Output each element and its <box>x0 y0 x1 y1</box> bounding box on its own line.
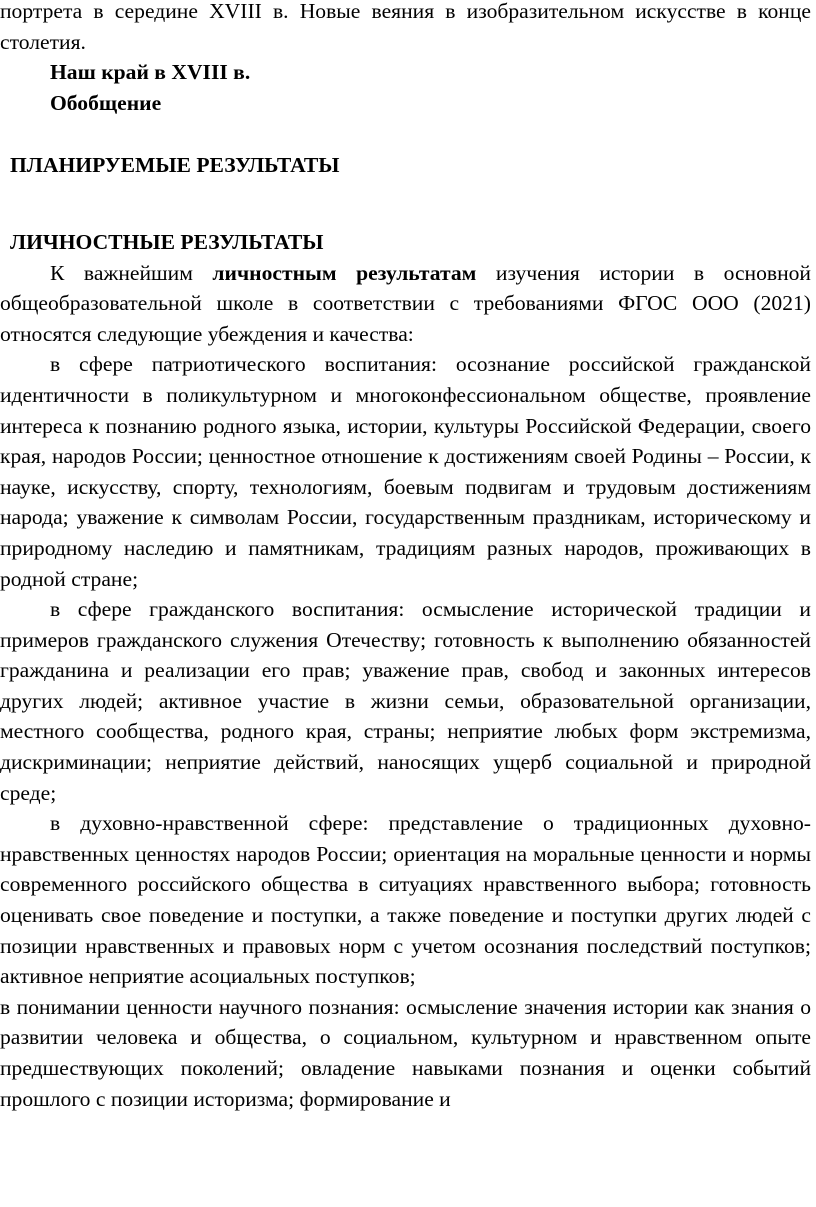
topic-heading-our-region: Наш край в XVIII в. <box>50 60 251 85</box>
section-heading-personal-results: ЛИЧНОСТНЫЕ РЕЗУЛЬТАТЫ <box>10 229 324 254</box>
intro-continuation: портрета в середине XVIII в. Новые веяния в изобразительном искусстве в конце столетия. <box>0 0 811 54</box>
section-heading-planned-results: ПЛАНИРУЕМЫЕ РЕЗУЛЬТАТЫ <box>10 153 340 178</box>
lead-text-after: изучения истории в основной общеобразовательной школе в соответствии с требованиями ФГОС ООО (2021) относятся следующие убеждения и качества: <box>0 260 811 346</box>
paragraph-patriotic: в сфере патриотического воспитания: осознание российской гражданской идентичности в поликультурном и многоконфессиональном обществе, проявление интереса к познанию родного языка, истории, культуры Российской Федерации, своего края, народов России; ценностное отношение к достижениям своей Родины – России, к науке, искусству, спорту, технологиям, боевым подвигам и трудовым достижениям народа; уважение к символам России, государственным праздникам, историческому и природному наследию и памятникам, традициям разных народов, проживающих в родной стране; <box>0 352 811 591</box>
paragraph-moral: в духовно-нравственной сфере: представление о традиционных духовно-нравственных ценностях народов России; ориентация на моральные ценности и нормы современного российского общества в ситуациях нравственного выбора; готовность оценивать свое поведение и поступки, а также поведение и поступки других людей с позиции нравственных и правовых норм с учетом осознания последствий поступков; активное неприятие асоциальных поступков; <box>0 811 811 989</box>
paragraph-civic: в сфере гражданского воспитания: осмысление исторической традиции и примеров гражданского служения Отечеству; готовность к выполнению обязанностей гражданина и реализации его прав; уважение прав, свобод и законных интересов других людей; активное участие в жизни семьи, образовательной организации, местного сообщества, родного края, страны; неприятие любых форм экстремизма, дискриминации; неприятие действий, наносящих ущерб социальной и природной среде; <box>0 597 811 805</box>
paragraph-lead <box>0 258 811 350</box>
lead-text-before: К важнейшим <box>50 260 213 285</box>
lead-text-bold: личностным результатам <box>212 260 477 285</box>
topic-heading-summary: Обобщение <box>50 90 162 115</box>
paragraph-science: в понимании ценности научного познания: осмысление значения истории как знания о развитии человека и общества, о социальном, культурном и нравственном опыте предшествующих поколений; овладение навыками познания и оценки событий прошлого с позиции историзма; формирование и <box>0 994 811 1111</box>
